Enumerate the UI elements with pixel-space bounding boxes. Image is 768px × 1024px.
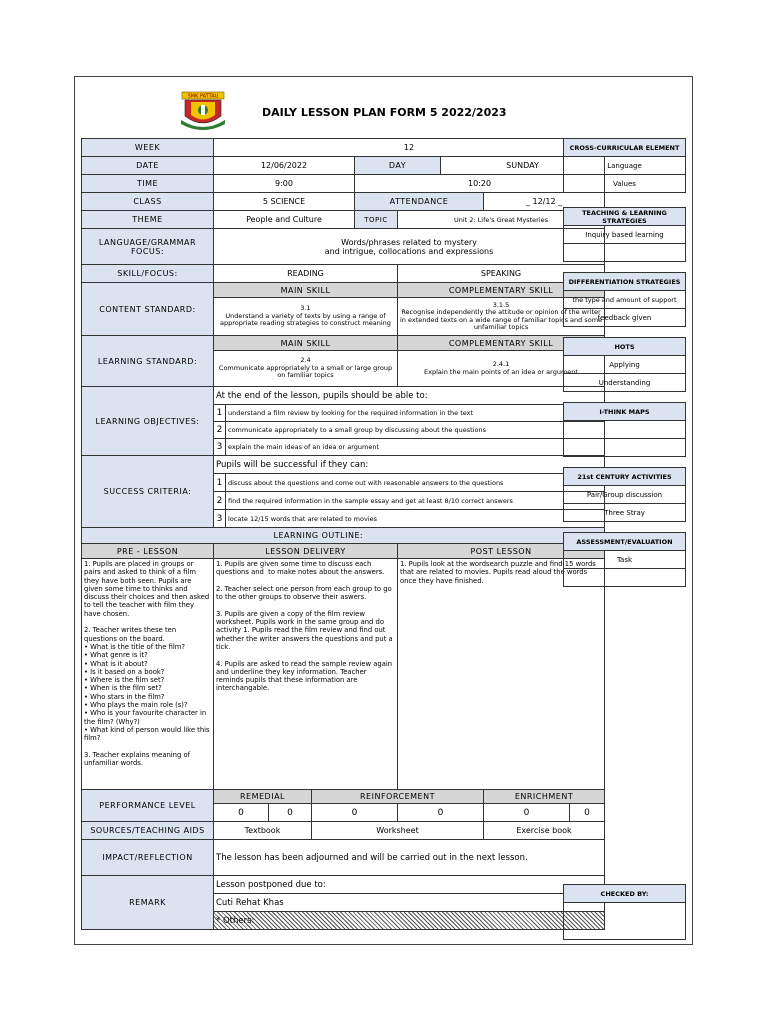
sidebar-item: feedback given: [564, 309, 686, 327]
pre-lesson-text: 1. Pupils are placed in groups or pairs and asked to think of a film they have both seen. Pupils are given some time to thinks and discuss their choices and then asked to tell the teacher with film they have chosen. 2. Teacher writes these ten questions on the board. • What is the title of the film? • What genre is it? • What is it about? • Is it based on a book? • Where is the film set? • When is the film set? • Who stars in the film? • Who plays the main role (s)? • Who is your favourite character in the film? (Why?) • What kind of person would like this film? 3. Teacher explains meaning of unfamiliar words.: [84, 560, 210, 768]
remark-line3: * Others:: [214, 912, 605, 930]
language-focus-row: [82, 229, 605, 265]
outline-header-row: [82, 544, 605, 559]
learning-comp-text: Explain the main points of an idea or argument: [424, 367, 578, 376]
learning-outline-label: LEARNING OUTLINE:: [214, 528, 605, 544]
post-lesson-header: POST LESSON: [398, 544, 605, 559]
outline-body-row: [82, 559, 605, 790]
delivery-cell: [214, 559, 398, 790]
sidebar: [563, 138, 686, 587]
sources-label: SOURCES/TEACHING AIDS: [82, 822, 214, 840]
assessment-title: ASSESSMENT/EVALUATION: [564, 533, 686, 551]
content-standard-label: CONTENT STANDARD:: [82, 283, 214, 336]
sidebar-item: Language: [564, 157, 686, 175]
hots-title: HOTS: [564, 338, 686, 356]
checked-by-signature-box: [564, 903, 686, 940]
performance-value: 0: [398, 804, 484, 822]
source-item: Worksheet: [312, 822, 484, 840]
success-label: SUCCESS CRITERIA:: [82, 456, 214, 528]
learning-comp-header: COMPLEMENTARY SKILL: [398, 336, 605, 351]
pre-lesson-cell: [82, 559, 214, 790]
success-number: 2: [214, 492, 226, 510]
language-focus-label: LANGUAGE/GRAMMAR FOCUS:: [82, 229, 214, 265]
ithink-title: I-THINK MAPS: [564, 403, 686, 421]
reinforcement-header: REINFORCEMENT: [312, 790, 484, 804]
date-value: 12/06/2022: [214, 157, 355, 175]
skill-focus-row: [82, 265, 605, 283]
objective-number: 1: [214, 405, 226, 422]
learning-main-header: MAIN SKILL: [214, 336, 398, 351]
topic-value: Unit 2: Life's Great Mysteries: [398, 211, 605, 229]
content-main-code: 3.1: [300, 304, 311, 313]
language-focus-value: [214, 229, 605, 265]
learning-standard-label: LEARNING STANDARD:: [82, 336, 214, 387]
week-row: [82, 139, 605, 157]
objectives-intro: At the end of the lesson, pupils should be able to:: [214, 387, 605, 405]
checked-by-table: [563, 884, 686, 940]
day-label: DAY: [355, 157, 441, 175]
enrichment-header: ENRICHMENT: [484, 790, 605, 804]
content-standard-header-row: [82, 283, 605, 298]
success-text: locate 12/15 words that are related to movies: [226, 510, 605, 528]
sidebar-item: Inquiry based learning: [564, 226, 686, 244]
delivery-text: 1. Pupils are given some time to discuss each questions and to make notes about the answers. 2. Teacher select one person from each group to go to the other groups to observe their aswers. 3. Pupils are given a copy of the film review worksheet. Pupils work in the same group and do activity 1. Pupils read the film review and find out whether the writer answers the questions and put a tick. 4. Pupils are asked to read the sample review again and underline they key information. Teacher reminds pupils that these information are interchangable.: [216, 560, 393, 693]
time-start: 9:00: [214, 175, 355, 193]
performance-value: 0: [484, 804, 570, 822]
time-end: 10:20: [355, 175, 605, 193]
teaching-strategies-table: [563, 207, 686, 262]
skill-main: READING: [214, 265, 398, 283]
content-main-header: MAIN SKILL: [214, 283, 398, 298]
assessment-table: [563, 532, 686, 587]
post-lesson-cell: [398, 559, 605, 790]
learning-comp-code: 2.4.1: [492, 360, 510, 368]
objective-text: communicate appropriately to a small group by discussing about the questions: [226, 422, 605, 439]
class-row: [82, 193, 605, 211]
lesson-plan-table: [81, 138, 605, 930]
success-intro-row: [82, 456, 605, 474]
sidebar-item: Task: [564, 551, 686, 569]
sidebar-item: Three Stray: [564, 504, 686, 522]
objective-text: understand a film review by looking for the required information in the text: [226, 405, 605, 422]
remedial-header: REMEDIAL: [214, 790, 312, 804]
attendance-value: _ 12/12 _: [484, 193, 605, 211]
remark-line2: Cuti Rehat Khas: [214, 894, 605, 912]
impact-text: The lesson has been adjourned and will be carried out in the next lesson.: [214, 840, 605, 876]
cross-curricular-table: [563, 138, 686, 193]
learning-outline-row: [82, 528, 605, 544]
page-title: DAILY LESSON PLAN FORM 5 2022/2023: [262, 106, 507, 119]
learning-main-cell: [214, 351, 398, 387]
success-intro: Pupils will be successful if they can:: [214, 456, 605, 474]
sidebar-item: [564, 439, 686, 457]
objective-number: 3: [214, 439, 226, 456]
success-number: 1: [214, 474, 226, 492]
remark-line1: Lesson postponed due to:: [214, 876, 605, 894]
learning-main-code: 2.4: [300, 356, 311, 365]
cross-curricular-title: CROSS-CURRICULAR ELEMENT: [564, 139, 686, 157]
delivery-header: LESSON DELIVERY: [214, 544, 398, 559]
content-comp-header: COMPLEMENTARY SKILL: [398, 283, 605, 298]
differentiation-title: DIFFERENTIATION STRATEGIES: [564, 273, 686, 291]
class-label: CLASS: [82, 193, 214, 211]
sidebar-item: [564, 569, 686, 587]
theme-value: People and Culture: [214, 211, 355, 229]
theme-row: [82, 211, 605, 229]
week-value: 12: [214, 139, 605, 157]
week-label: WEEK: [82, 139, 214, 157]
language-focus-line1: Words/phrases related to mystery: [341, 237, 477, 247]
logo-text: SMK PATTAU: [187, 93, 219, 100]
performance-value: 0: [214, 804, 269, 822]
source-item: Textbook: [214, 822, 312, 840]
teaching-strategies-title: TEACHING & LEARNING STRATEGIES: [564, 208, 686, 226]
sidebar-item: Values: [564, 175, 686, 193]
impact-row: [82, 840, 605, 876]
attendance-label: ATTENDANCE: [355, 193, 484, 211]
school-logo: [179, 90, 227, 132]
topic-label: TOPIC: [355, 211, 398, 229]
performance-header-row: [82, 790, 605, 804]
pre-lesson-header: PRE - LESSON: [82, 544, 214, 559]
day-value: SUNDAY: [441, 157, 605, 175]
sidebar-item: [564, 244, 686, 262]
remark-label: REMARK: [82, 876, 214, 930]
objective-number: 2: [214, 422, 226, 439]
time-row: [82, 175, 605, 193]
performance-value: 0: [570, 804, 605, 822]
post-lesson-text: 1. Pupils look at the wordsearch puzzle and find 15 words that are related to movies. Pupils read aloud the words once they have finished.: [400, 560, 599, 585]
sidebar-item: Understanding: [564, 374, 686, 392]
theme-label: THEME: [82, 211, 214, 229]
checked-by-title: CHECKED BY:: [564, 885, 686, 903]
performance-value: 0: [269, 804, 312, 822]
sidebar-item: Applying: [564, 356, 686, 374]
skill-complementary: SPEAKING: [398, 265, 605, 283]
success-number: 3: [214, 510, 226, 528]
century-table: [563, 467, 686, 522]
objectives-label: LEARNING OBJECTIVES:: [82, 387, 214, 456]
source-item: Exercise book: [484, 822, 605, 840]
objectives-intro-row: [82, 387, 605, 405]
differentiation-table: [563, 272, 686, 327]
sources-row: [82, 822, 605, 840]
content-comp-code: 3.1.5: [492, 300, 510, 309]
success-text: find the required information in the sample essay and get at least 8/10 correct answers: [226, 492, 605, 510]
learning-main-text: Communicate appropriately to a small or large group on familiar topics: [218, 363, 393, 380]
content-main-text: Understand a variety of texts by using a range of appropriate reading strategies to construct meaning: [220, 311, 391, 328]
time-label: TIME: [82, 175, 214, 193]
learning-standard-header-row: [82, 336, 605, 351]
content-comp-text: Recognise independently the attitude or opinion of the writer in extended texts on a wide range of familiar topics and some unfamiliar topics: [400, 308, 603, 331]
content-main-cell: [214, 298, 398, 336]
remark-row: [82, 876, 605, 894]
sidebar-item: the type and amount of support: [564, 291, 686, 309]
century-title: 21st CENTURY ACTIVITIES: [564, 468, 686, 486]
objective-text: explain the main ideas of an idea or argument: [226, 439, 605, 456]
hots-table: [563, 337, 686, 392]
skill-focus-label: SKILL/FOCUS:: [82, 265, 214, 283]
ithink-table: [563, 402, 686, 457]
date-row: [82, 157, 605, 175]
performance-value: 0: [312, 804, 398, 822]
date-label: DATE: [82, 157, 214, 175]
school-crest-icon: [179, 90, 227, 132]
language-focus-line2: and intrigue, collocations and expressions: [324, 246, 494, 256]
performance-label: PERFORMANCE LEVEL: [82, 790, 214, 822]
sidebar-item: Pair/Group discussion: [564, 486, 686, 504]
class-value: 5 SCIENCE: [214, 193, 355, 211]
success-text: discuss about the questions and come out with reasonable answers to the questions: [226, 474, 605, 492]
sidebar-item: [564, 421, 686, 439]
impact-label: IMPACT/REFLECTION: [82, 840, 214, 876]
